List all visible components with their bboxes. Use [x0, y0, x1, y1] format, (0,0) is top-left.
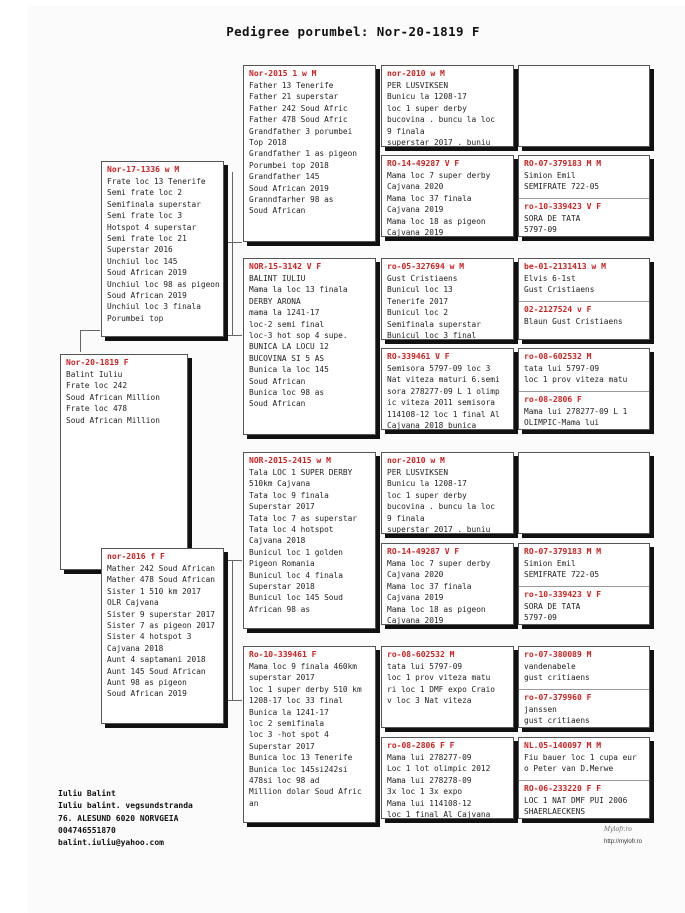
pedigree-line: loc 1 super derby — [387, 103, 467, 113]
owner-email: balint.iuliu@yahoo.com — [58, 838, 164, 848]
pedigree-line: Frate loc 478 — [66, 404, 128, 414]
pedigree-line: Tata loc 9 finala — [249, 490, 329, 500]
pedigree-line: Mama loc 37 finala — [387, 193, 472, 203]
pedigree-line: Bunicu la 1208-17 — [387, 479, 467, 489]
owner-city: 76. ALESUND 6020 NORVGEIA — [58, 813, 179, 823]
pedigree-line: SEMIFRATE 722-05 — [524, 570, 600, 580]
pedigree-line: Frate loc 13 Tenerife — [107, 177, 206, 186]
pedigree-line: 5797-09 — [524, 613, 557, 623]
pedigree-line: BALINT IULIU — [249, 274, 306, 283]
pedigree-line: Bunicul loc 13 — [387, 285, 453, 295]
ring-number: Ro-10-339461 F — [249, 650, 317, 659]
pedigree-line: loc 2 semifinala — [249, 719, 325, 729]
grandparent-box — [243, 452, 376, 629]
great-great-grandparent-box — [518, 543, 650, 625]
pedigree-line: Bunica loc 13 Tenerife — [249, 753, 353, 763]
pedigree-line: 1208-17 loc 33 final — [249, 696, 343, 706]
pedigree-line: Superstar 2016 — [107, 245, 173, 255]
pedigree-line: Bunicul loc 145 Soud — [249, 593, 343, 603]
pedigree-line: African 98 as — [249, 604, 311, 614]
great-great-grandparent-box — [518, 65, 650, 147]
pedigree-line: Semi frate loc 21 — [107, 234, 187, 244]
pedigree-line: loc 1 super derby — [387, 490, 467, 500]
great-great-grandparent-box — [518, 646, 650, 728]
great-great-grandparent-box — [518, 155, 650, 237]
pedigree-line: Bunicu la 1208-17 — [387, 92, 467, 102]
ring-number: ro-10-339423 V F — [524, 590, 602, 599]
great-grandparent-box — [381, 452, 514, 534]
pedigree-line: gust critiaens — [524, 716, 590, 726]
pedigree-line: superstar 2017 — [249, 673, 315, 683]
grandparent-box — [243, 65, 376, 242]
pedigree-line: o Peter van D.Merwe — [524, 764, 614, 774]
pedigree-line: Grandfather 145 — [249, 172, 320, 182]
ring-number: NL.05-140097 M M — [524, 741, 602, 750]
pedigree-line: Father 21 superstar — [249, 92, 339, 102]
pedigree-line: OLIMPIC-Mama lui — [524, 418, 600, 428]
owner-info — [58, 788, 193, 849]
pedigree-line: Mather 478 Soud African — [107, 575, 215, 585]
pedigree-line: Mama lui 278277-09 L 1 — [524, 407, 628, 416]
pedigree-line: Fiu bauer loc 1 cupa eur — [524, 753, 637, 762]
ring-number: ro-05-327694 w M — [387, 262, 465, 271]
pedigree-line: Cajvana 2019 — [387, 228, 444, 237]
pedigree-line: loc 1 super derby 510 km — [249, 684, 362, 694]
pedigree-line: Mama lui 114108-12 — [387, 798, 472, 808]
pedigree-line: OLR Cajvana — [107, 598, 159, 608]
pedigree-line: Aunt 145 Soud African — [107, 666, 206, 676]
great-great-grandparent-box — [518, 258, 650, 340]
pedigree-line: loc 3 -hot spot 4 — [249, 730, 329, 740]
pedigree-line: Cajvana 2018 — [249, 536, 306, 546]
pedigree-line: v loc 3 Nat viteza — [387, 696, 472, 706]
connector-line — [222, 335, 242, 336]
grandparent-box — [243, 646, 376, 823]
ring-number: nor-2010 w M — [387, 69, 445, 78]
connector-line — [232, 560, 233, 700]
pedigree-line: vandenabele — [524, 662, 576, 671]
pedigree-line: Tala LOC 1 SUPER DERBY — [249, 468, 353, 477]
ring-number: RO-07-379183 M M — [524, 547, 602, 556]
pedigree-line: Father 13 Tenerife — [249, 81, 334, 90]
pedigree-line: Tenerife 2017 — [387, 296, 449, 306]
pedigree-line: Superstar 2018 — [249, 582, 315, 592]
ring-number: ro-07-379960 F — [524, 693, 592, 702]
pedigree-line: Soud African Million — [66, 415, 160, 425]
pedigree-line: Mather 242 Soud African — [107, 564, 215, 573]
pedigree-line: SORA DE TATA — [524, 214, 581, 223]
grandparent-box — [243, 258, 376, 435]
pedigree-line: Porumbei top 2018 — [249, 160, 329, 170]
pedigree-line: gust critiaens — [524, 673, 590, 683]
pedigree-line: Sister 7 as pigeon 2017 — [107, 621, 215, 631]
pedigree-line: Bunicul loc 2 — [387, 308, 449, 318]
pedigree-line: loc 1 final Al Cajvana — [387, 810, 491, 819]
great-grandparent-box — [381, 258, 514, 340]
pedigree-line: 9 finala — [387, 126, 425, 136]
pedigree-entry — [519, 544, 649, 583]
owner-name: Iuliu Balint — [58, 789, 116, 798]
pedigree-line: Pigeon Romania — [249, 559, 315, 569]
pedigree-line: BUNICA LA LOCU 12 — [249, 342, 329, 352]
great-grandparent-box — [381, 65, 514, 147]
pedigree-line: 5797-09 — [524, 225, 557, 235]
pedigree-line: Blaun Gust Cristiaens — [524, 317, 623, 326]
pedigree-line: Soud African — [249, 399, 306, 409]
pedigree-line: Semifinala superstar — [107, 199, 201, 209]
page-title: Pedigree porumbel: Nor-20-1819 F — [226, 24, 480, 39]
ring-number: Nor-2015 1 w M — [249, 69, 317, 78]
ring-number: NOR-15-3142 V F — [249, 262, 322, 271]
subject-box — [60, 354, 188, 570]
great-grandparent-box — [381, 348, 514, 430]
pedigree-entry — [519, 301, 649, 340]
ring-number: Nor-17-1336 w M — [107, 165, 180, 174]
pedigree-line: ic viteza 2011 semisora — [387, 398, 495, 408]
pedigree-entry — [519, 586, 649, 625]
pedigree-line: Granndfarher 98 as — [249, 195, 334, 205]
ring-number: nor-2016 f F — [107, 552, 165, 561]
pedigree-line: Bunica loc 145si242si — [249, 764, 348, 774]
pedigree-entry — [519, 689, 649, 728]
pedigree-line: Soud African — [249, 206, 306, 216]
connector-line — [222, 700, 242, 701]
pedigree-line: Unchiul loc 145 — [107, 256, 178, 266]
pedigree-line: SEMIFRATE 722-05 — [524, 182, 600, 192]
pedigree-line: PER LUSVIKSEN — [387, 468, 449, 477]
ring-number: ro-08-2806 F F — [387, 741, 455, 750]
ring-number: ro-07-380089 M — [524, 650, 592, 659]
great-grandparent-box — [381, 737, 514, 819]
pedigree-line: an — [249, 798, 259, 808]
pedigree-line: bucovina . buncu la loc — [387, 115, 495, 125]
pedigree-line: sora 278277-09 L 1 olimp — [387, 386, 500, 396]
ring-number: be-01-2131413 w M — [524, 262, 606, 271]
connector-line — [232, 242, 233, 335]
sire-box — [101, 161, 224, 337]
great-grandparent-box — [381, 155, 514, 237]
great-great-grandparent-box — [518, 452, 650, 534]
connector-line — [80, 330, 81, 352]
pedigree-line: Mama loc 18 as pigeon — [387, 216, 486, 226]
pedigree-line: Cajvana 2018 — [107, 643, 164, 653]
pedigree-line: loc 1 prov viteza matu — [524, 375, 628, 385]
pedigree-line: Sister 1 510 km 2017 — [107, 586, 201, 596]
pedigree-line: Semi frate loc 2 — [107, 188, 183, 198]
pedigree-line: tata lui 5797-09 — [387, 662, 463, 671]
pedigree-line: Gust Cristiaens — [524, 285, 595, 295]
pedigree-line: Mama loc 18 as pigeon — [387, 604, 486, 614]
pedigree-line: Soud African — [249, 376, 306, 386]
pedigree-line: Semisora 5797-09 loc 3 — [387, 364, 491, 373]
ring-number: RO-14-49287 V F — [387, 159, 460, 168]
connector-line — [80, 330, 100, 331]
pedigree-line: Simion Emil — [524, 171, 576, 180]
pedigree-line: bucovina . buncu la loc — [387, 502, 495, 512]
ring-number: 02-2127524 v F — [524, 305, 592, 314]
ring-number: ro-10-339423 V F — [524, 202, 602, 211]
pedigree-line: loc 1 prov viteza matu — [387, 673, 491, 683]
pedigree-line: Aunt 4 saptamani 2018 — [107, 655, 206, 665]
pedigree-line: 510km Cajvana — [249, 479, 311, 489]
pedigree-line: Cajvana 2019 — [387, 616, 444, 625]
pedigree-line: Grandfather 3 porumbei — [249, 126, 353, 136]
great-grandparent-box — [381, 646, 514, 728]
pedigree-line: Hotspot 4 superstar — [107, 222, 197, 232]
pedigree-line: Mama lui 278277-09 — [387, 753, 472, 762]
footer-url: http://mylofr.ro — [604, 839, 643, 845]
pedigree-line: Mama loc 9 finala 460km — [249, 662, 357, 671]
pedigree-line: Semifinala superstar — [387, 319, 481, 329]
pedigree-line: Cajvana 2018 bunica — [387, 421, 477, 430]
pedigree-line: BUCOVINA SI 5 AS — [249, 353, 325, 363]
pedigree-line: loc-3 hot sop 4 supe. — [249, 331, 348, 341]
pedigree-line: Cajvana 2020 — [387, 182, 444, 192]
pedigree-line: Soud African Million — [66, 392, 160, 402]
ring-number: RO-14-49287 V F — [387, 547, 460, 556]
pedigree-line: Sister 9 superstar 2017 — [107, 609, 215, 619]
pedigree-line: Sister 4 hotspot 3 — [107, 632, 192, 642]
pedigree-line: Aunt 98 as pigeon — [107, 678, 187, 688]
pedigree-entry — [519, 198, 649, 237]
pedigree-line: Mama lui 278278-09 — [387, 775, 472, 785]
pedigree-line: Nat viteza maturi 6.semi — [387, 375, 500, 385]
pedigree-line: SHAERLAECKENS — [524, 807, 586, 817]
pedigree-line: mama la 1241-17 — [249, 308, 320, 318]
footer-signature: Mylofr.ro — [604, 826, 632, 833]
ring-number: ro-08-602532 M — [524, 352, 592, 361]
pedigree-line: Bunica la loc 145 — [249, 365, 329, 375]
pedigree-line: superstar 2017 . buniu — [387, 138, 491, 147]
pedigree-line: Bunicul loc 4 finala — [249, 570, 343, 580]
great-great-grandparent-box — [518, 737, 650, 819]
ring-number: Nor-20-1819 F — [66, 358, 129, 367]
pedigree-entry — [519, 391, 649, 430]
pedigree-line: Frate loc 242 — [66, 381, 128, 391]
pedigree-line: Unchiul loc 98 as pigeon — [107, 279, 220, 289]
pedigree-line: Father 242 Soud Afric — [249, 103, 348, 113]
pedigree-line: Gust Cristiaens — [387, 274, 458, 283]
ring-number: RO-07-379183 M M — [524, 159, 602, 168]
pedigree-entry — [519, 156, 649, 195]
ring-number: NOR-2015-2415 w M — [249, 456, 331, 465]
great-grandparent-box — [381, 543, 514, 625]
pedigree-line: Soud African 2019 — [107, 268, 187, 278]
pedigree-line: PER LUSVIKSEN — [387, 81, 449, 90]
pedigree-line: superstar 2017 . buniu — [387, 525, 491, 534]
pedigree-entry — [519, 259, 649, 298]
dam-box — [101, 548, 224, 724]
ring-number: RO-339461 V F — [387, 352, 450, 361]
pedigree-entry — [519, 647, 649, 686]
ring-number — [519, 66, 649, 80]
pedigree-line: janssen — [524, 705, 557, 714]
pedigree-line: LOC 1 NAT DMF PUI 2006 — [524, 796, 628, 805]
pedigree-line: Mama loc 7 super derby — [387, 559, 491, 568]
pedigree-line: Cajvana 2019 — [387, 205, 444, 215]
pedigree-line: Tata loc 7 as superstar — [249, 513, 357, 523]
pedigree-line: Bunica la 1241-17 — [249, 707, 329, 717]
pedigree-line: Superstar 2017 — [249, 502, 315, 512]
pedigree-line: Top 2018 — [249, 138, 287, 148]
pedigree-line: Loc 1 lot olimpic 2012 — [387, 764, 491, 774]
pedigree-line: Bunicul loc 1 golden — [249, 547, 343, 557]
pedigree-line: tata lui 5797-09 — [524, 364, 600, 373]
pedigree-line: Father 478 Soud Afric — [249, 115, 348, 125]
pedigree-line: Unchiul loc 3 finala — [107, 302, 201, 312]
pedigree-line: ri loc 1 DMF expo Craio — [387, 684, 495, 694]
pedigree-line: Bunicul loc 3 final — [387, 331, 477, 340]
pedigree-line: Grandfather 1 as pigeon — [249, 149, 357, 159]
pedigree-line: Superstar 2017 — [249, 741, 315, 751]
pedigree-line: Elvis 6-1st — [524, 274, 576, 283]
great-great-grandparent-box — [518, 348, 650, 430]
pedigree-line: 3x loc 1 3x expo — [387, 787, 463, 797]
pedigree-line: Porumbei top — [107, 313, 164, 323]
pedigree-line: Mama loc 37 finala — [387, 581, 472, 591]
pedigree-line: Simion Emil — [524, 559, 576, 568]
pedigree-line: 478si loc 98 ad — [249, 776, 320, 786]
pedigree-line: Soud African 2019 — [249, 183, 329, 193]
pedigree-line: loc-2 semi final — [249, 319, 325, 329]
pedigree-line: Cajvana 2019 — [387, 593, 444, 603]
pedigree-line: 9 finala — [387, 513, 425, 523]
ring-number: RO-06-233220 F F — [524, 784, 602, 793]
pedigree-line: SORA DE TATA — [524, 602, 581, 611]
ring-number: ro-08-2806 F — [524, 395, 582, 404]
ring-number: nor-2010 w M — [387, 456, 445, 465]
ring-number — [519, 453, 649, 467]
ring-number: ro-08-602532 M — [387, 650, 455, 659]
pedigree-entry — [519, 738, 649, 777]
pedigree-line: Tata loc 4 hotspot — [249, 525, 334, 535]
pedigree-line: Cajvana 2020 — [387, 570, 444, 580]
pedigree-line: Balint Iuliu — [66, 370, 123, 379]
pedigree-line: DERBY ARONA — [249, 296, 301, 306]
pedigree-entry — [519, 349, 649, 388]
pedigree-line: Mama loc 7 super derby — [387, 171, 491, 180]
pedigree-line: Bunica loc 98 as — [249, 388, 325, 398]
pedigree-line: Semi frate loc 3 — [107, 211, 183, 221]
pedigree-entry — [519, 780, 649, 819]
pedigree-line: Million dolar Soud Afric — [249, 787, 362, 797]
pedigree-line: Mama la loc 13 finala — [249, 285, 348, 295]
owner-address-line: Iuliu balint. vegsundstranda — [58, 801, 193, 811]
owner-phone: 004746551870 — [58, 825, 116, 835]
pedigree-line: Soud African 2019 — [107, 291, 187, 301]
pedigree-line: Soud African 2019 — [107, 689, 187, 699]
pedigree-line: 114108-12 loc 1 final Al — [387, 409, 500, 419]
